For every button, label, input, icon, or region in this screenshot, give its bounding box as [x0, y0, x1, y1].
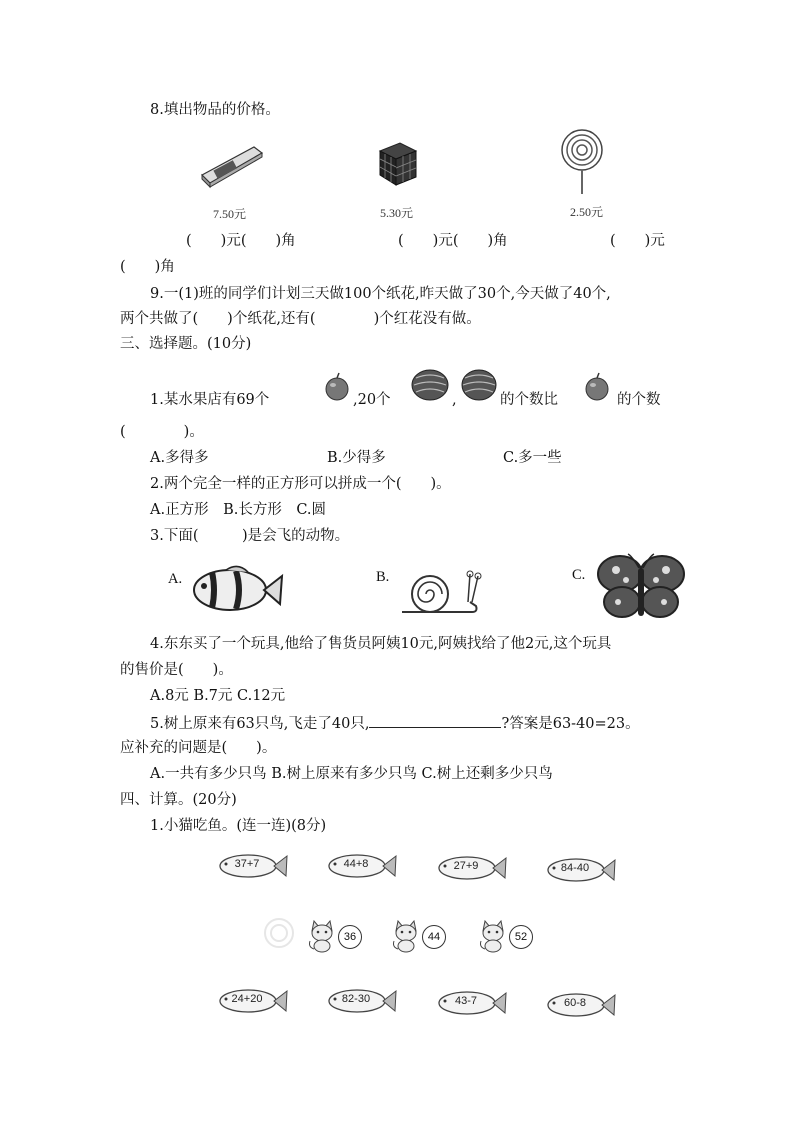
- butterfly-icon[interactable]: [596, 552, 686, 622]
- s3-q1-option-a[interactable]: A.多得多: [150, 450, 209, 466]
- s3-q5-line2[interactable]: 应补充的问题是( )。: [120, 740, 277, 756]
- q9-line2: 两个共做了( )个纸花,还有( )个红花没有做。: [120, 311, 481, 327]
- section3-title: 三、选择题。(10分): [120, 336, 252, 352]
- cat-icon: [308, 919, 338, 953]
- s3-q3: 3.下面( )是会飞的动物。: [150, 528, 350, 544]
- price-lollipop: 2.50元: [570, 205, 604, 219]
- cat-2-number: 44: [422, 925, 446, 949]
- q8-title: 8.填出物品的价格。: [150, 102, 280, 118]
- fish-top-1-expression: 37+7: [234, 858, 260, 870]
- fish-top-2-expression: 44+8: [343, 858, 369, 870]
- fish-top-3[interactable]: [437, 853, 507, 883]
- cat-3-number: 52: [509, 925, 533, 949]
- cat-3[interactable]: [479, 919, 535, 953]
- apple-icon-2: [582, 372, 612, 402]
- watermelon-icon: [410, 368, 450, 402]
- fish-bottom-1[interactable]: [218, 986, 288, 1016]
- fish-bottom-4-expression: 60-8: [563, 997, 587, 1009]
- cat-icon: [392, 919, 422, 953]
- fish-top-4-expression: 84-40: [560, 862, 590, 874]
- s3-q2: 2.两个完全一样的正方形可以拼成一个( )。: [150, 476, 451, 492]
- faint-swirl-icon: [262, 916, 296, 950]
- rubiks-cube-icon: [376, 141, 418, 187]
- fish-top-2[interactable]: [327, 851, 397, 881]
- fill-blank-gum[interactable]: ( )元( )角: [186, 233, 296, 249]
- snail-icon[interactable]: [398, 566, 484, 618]
- fill-blank-cube[interactable]: ( )元( )角: [398, 233, 508, 249]
- s3-q5-line1: [150, 713, 640, 733]
- s3-q4-line2[interactable]: 的售价是( )。: [120, 662, 233, 678]
- fish-bottom-3[interactable]: [437, 988, 507, 1018]
- s3-q3-label-c[interactable]: C.: [572, 567, 586, 583]
- s3-q1-blank[interactable]: ( )。: [120, 424, 204, 440]
- s3-q1-part-a: 1.某水果店有69个: [150, 392, 270, 408]
- s3-q1-option-c[interactable]: C.多一些: [503, 450, 562, 466]
- s3-q3-label-a[interactable]: A.: [168, 571, 183, 587]
- fish-top-1[interactable]: [218, 851, 288, 881]
- cat-icon: [479, 919, 509, 953]
- cat-1[interactable]: [308, 919, 364, 953]
- s3-q1-option-b[interactable]: B.少得多: [327, 450, 386, 466]
- price-gum: 7.50元: [213, 207, 247, 221]
- s3-q5-answer-blank[interactable]: [369, 713, 501, 728]
- s3-q1-part-b: ,20个: [353, 392, 391, 408]
- s3-q1-part-c: ,: [452, 392, 457, 408]
- q9-line1: 9.一(1)班的同学们计划三天做100个纸花,昨天做了30个,今天做了40个,: [150, 286, 611, 302]
- cat-2[interactable]: [392, 919, 448, 953]
- s3-q2-options[interactable]: A.正方形 B.长方形 C.圆: [150, 502, 327, 518]
- fish-top-4[interactable]: [546, 855, 616, 885]
- section4-title: 四、计算。(20分): [120, 792, 237, 808]
- s4-q1: 1.小猫吃鱼。(连一连)(8分): [150, 818, 327, 834]
- fish-bottom-4[interactable]: [546, 990, 616, 1020]
- fish-bottom-2-expression: 82-30: [341, 993, 371, 1005]
- lollipop-icon: [558, 126, 608, 196]
- s3-q5-part-b: ?答案是63-40=23。: [501, 716, 640, 732]
- s3-q3-label-b[interactable]: B.: [376, 569, 390, 585]
- s3-q1-part-e: 的个数: [617, 392, 661, 408]
- s3-q4-options[interactable]: A.8元 B.7元 C.12元: [150, 688, 286, 704]
- fish-bottom-3-expression: 43-7: [454, 995, 478, 1007]
- fill-blank-lollipop[interactable]: ( )元: [610, 233, 665, 249]
- s3-q5-part-a: 5.树上原来有63只鸟,飞走了40只,: [150, 716, 370, 732]
- clownfish-icon[interactable]: [186, 562, 286, 614]
- price-cube: 5.30元: [380, 206, 414, 220]
- cat-1-number: 36: [338, 925, 362, 949]
- s3-q1-part-d: 的个数比: [500, 392, 558, 408]
- s3-q4-line1: 4.东东买了一个玩具,他给了售货员阿姨10元,阿姨找给了他2元,这个玩具: [150, 636, 612, 652]
- apple-icon: [323, 372, 351, 402]
- watermelon-icon-2: [460, 368, 498, 402]
- fish-top-3-expression: 27+9: [453, 860, 479, 872]
- fill-blank-lollipop-jiao[interactable]: ( )角: [120, 259, 175, 275]
- s3-q5-options[interactable]: A.一共有多少只鸟 B.树上原来有多少只鸟 C.树上还剩多少只鸟: [150, 766, 553, 782]
- fish-bottom-1-expression: 24+20: [231, 993, 263, 1005]
- gum-pack-icon: [198, 141, 266, 189]
- fish-bottom-2[interactable]: [327, 986, 397, 1016]
